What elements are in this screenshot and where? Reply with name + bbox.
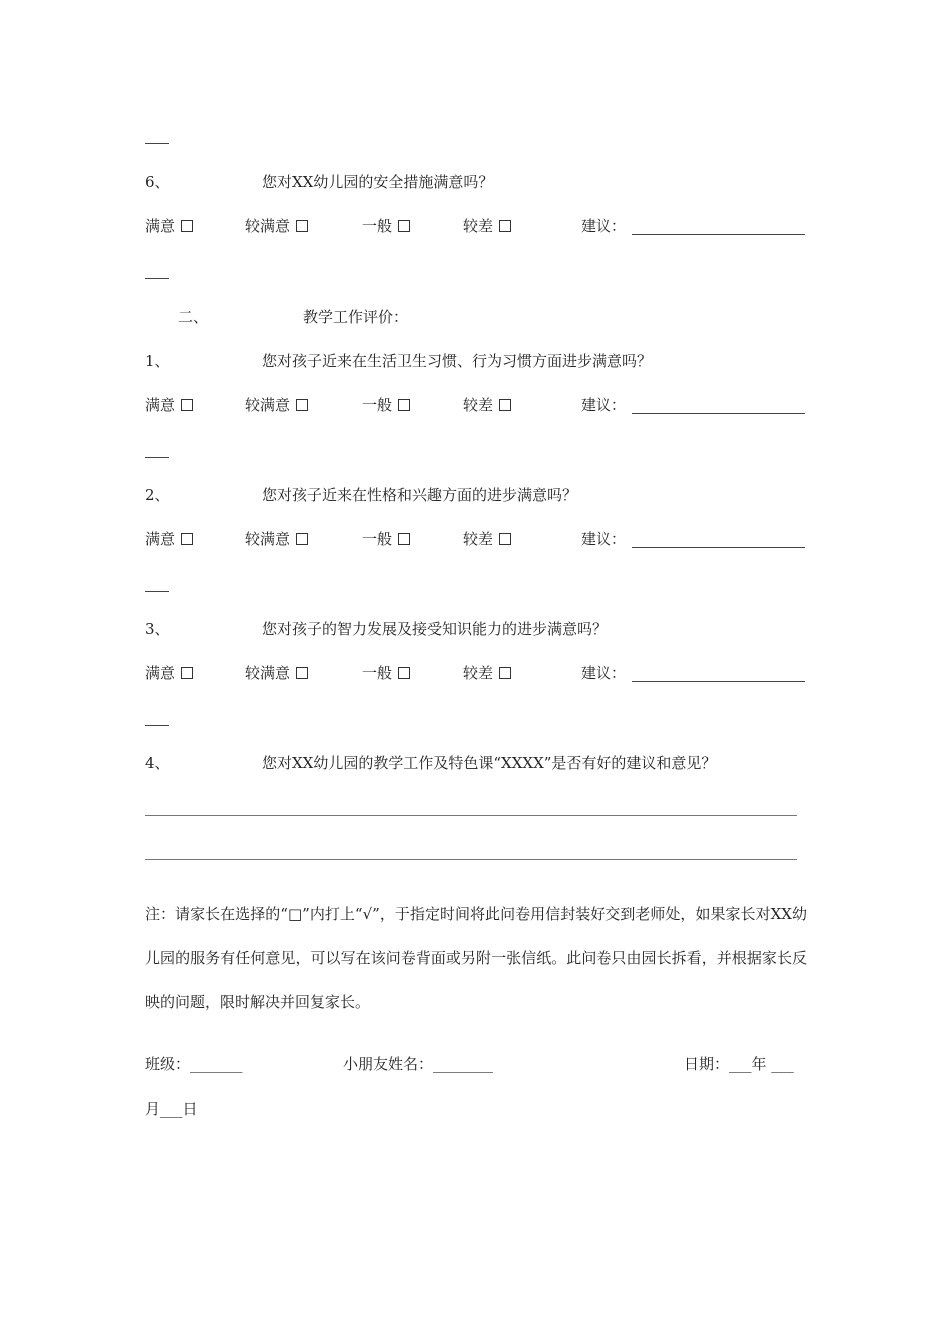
question-text: 您对XX幼儿园的安全措施满意吗？ (262, 173, 494, 191)
checkbox[interactable] (296, 533, 308, 545)
blank-line (145, 143, 169, 144)
option-satisfied[interactable]: 满意 (145, 395, 193, 415)
date-field[interactable]: 日期：___年 ___ (684, 1055, 794, 1073)
checkbox[interactable] (296, 667, 308, 679)
checkbox[interactable] (296, 399, 308, 411)
checkbox[interactable] (181, 399, 193, 411)
answer-line-2[interactable] (145, 859, 797, 860)
suggestion-label: 建议： (581, 664, 627, 682)
answer-line-1[interactable] (145, 815, 797, 816)
option-poor[interactable]: 较差 (463, 395, 511, 415)
note-paragraph: 注：请家长在选择的“□”内打上“√”，于指定时间将此问卷用信封装好交到老师处，如果家长对XX幼儿园的服务有任何意见，可以写在该问卷背面或另附一张信纸。此问卷只由园长拆看，并根据家长反映的问题，限时解决并回复家长。 (145, 905, 807, 1011)
question-number: 1、 (145, 352, 170, 370)
question-number: 6、 (145, 173, 170, 191)
checkbox[interactable] (499, 533, 511, 545)
option-satisfied[interactable]: 满意 (145, 529, 193, 549)
option-average[interactable]: 一般 (362, 216, 410, 236)
option-average[interactable]: 一般 (362, 663, 410, 683)
class-field[interactable] (145, 1054, 243, 1074)
section-title: 教学工作评价： (303, 308, 409, 326)
suggestion-field[interactable] (632, 681, 805, 682)
question-number: 2、 (145, 486, 170, 504)
class-label: 班级： (145, 1055, 191, 1073)
suggestion-label: 建议： (581, 217, 627, 235)
option-fairly-satisfied[interactable]: 较满意 (245, 663, 308, 683)
question-text: 您对孩子的智力发展及接受知识能力的进步满意吗？ (262, 620, 608, 638)
checkbox[interactable] (398, 220, 410, 232)
option-poor[interactable]: 较差 (463, 663, 511, 683)
checkbox[interactable] (398, 667, 410, 679)
section-number: 二、 (178, 308, 209, 326)
blank-line (145, 278, 169, 279)
option-average[interactable]: 一般 (362, 395, 410, 415)
option-fairly-satisfied[interactable]: 较满意 (245, 216, 308, 236)
checkbox[interactable] (398, 399, 410, 411)
question-number: 3、 (145, 620, 170, 638)
option-satisfied[interactable]: 满意 (145, 663, 193, 683)
blank-line (145, 591, 169, 592)
checkbox[interactable] (181, 220, 193, 232)
checkbox[interactable] (181, 667, 193, 679)
option-poor[interactable]: 较差 (463, 529, 511, 549)
suggestion-field[interactable] (632, 413, 805, 414)
blank-line (145, 457, 169, 458)
suggestion-field[interactable] (632, 234, 805, 235)
option-average[interactable]: 一般 (362, 529, 410, 549)
option-fairly-satisfied[interactable]: 较满意 (245, 395, 308, 415)
child-name-blank[interactable]: ________ (433, 1055, 494, 1073)
blank-line (145, 725, 169, 726)
child-name-field[interactable] (343, 1054, 493, 1074)
question-number: 4、 (145, 754, 170, 772)
checkbox[interactable] (398, 533, 410, 545)
suggestion-field[interactable] (632, 547, 805, 548)
question-text: 您对XX幼儿园的教学工作及特色课“XXXX”是否有好的建议和意见？ (262, 754, 717, 772)
suggestion-label: 建议： (581, 530, 627, 548)
date-field-continued[interactable]: 月___日 (145, 1100, 198, 1118)
suggestion-label: 建议： (581, 396, 627, 414)
question-text: 您对孩子近来在生活卫生习惯、行为习惯方面进步满意吗？ (262, 352, 653, 370)
class-blank[interactable]: _______ (190, 1055, 243, 1073)
checkbox[interactable] (499, 220, 511, 232)
question-text: 您对孩子近来在性格和兴趣方面的进步满意吗？ (262, 486, 578, 504)
child-name-label: 小朋友姓名： (343, 1055, 434, 1073)
checkbox[interactable] (296, 220, 308, 232)
checkbox[interactable] (181, 533, 193, 545)
checkbox[interactable] (499, 399, 511, 411)
option-satisfied[interactable]: 满意 (145, 216, 193, 236)
option-fairly-satisfied[interactable]: 较满意 (245, 529, 308, 549)
option-poor[interactable]: 较差 (463, 216, 511, 236)
checkbox[interactable] (499, 667, 511, 679)
